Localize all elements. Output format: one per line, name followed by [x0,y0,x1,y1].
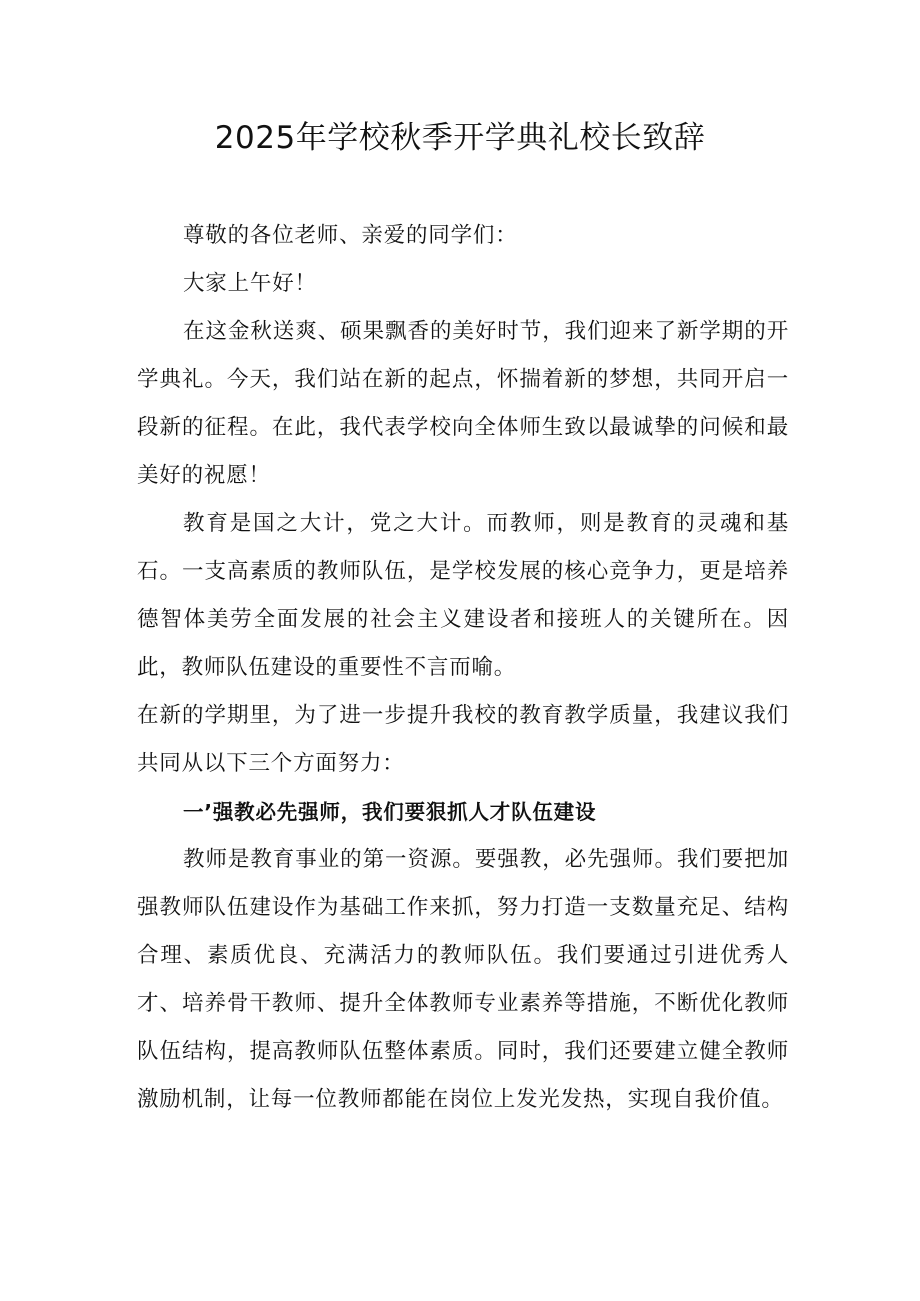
salutation-line: 大家上午好！ [183,271,317,296]
section-heading-1: 一’强教必先强师，我们要狠抓人才队伍建设 [183,800,597,824]
paragraph-teacher-team: 教师是教育事业的第一资源。要强教，必先强师。我们要把加强教师队伍建设作为基础工作来抓，努力打造一支数量充足、结构合理、素质优良、充满活力的教师队伍。我们要通过引进优秀人才、培养骨干教师、提升全体教师专业素养等措施，不断优化教师队伍结构，提高教师队伍整体素质。同时，我们还要建立健全教师激励机制，让每一位教师都能在岗位上发光发热，实现自我价值。 [137,847,789,1112]
paragraph-opening: 在这金秋送爽、硕果飘香的美好时节，我们迎来了新学期的开学典礼。今天，我们站在新的起点，怀揣着新的梦想，共同开启一段新的征程。在此，我代表学校向全体师生致以最诚挚的问候和最美好的祝愿！ [137,319,789,488]
document-body [137,212,789,1124]
paragraph-three-aspects: 在新的学期里，为了进一步提升我校的教育教学质量，我建议我们共同从以下三个方面努力： [137,703,789,776]
greeting-line: 尊敬的各位老师、亲爱的同学们： [183,223,518,248]
paragraph-teachers-importance: 教育是国之大计，党之大计。而教师，则是教育的灵魂和基石。一支高素质的教师队伍，是学校发展的核心竞争力，更是培养德智体美劳全面发展的社会主义建设者和接班人的关键所在。因此，教师队伍建设的重要性不言而喻。 [137,511,789,680]
document-title: 2025年学校秋季开学典礼校长致辞 [214,120,706,156]
